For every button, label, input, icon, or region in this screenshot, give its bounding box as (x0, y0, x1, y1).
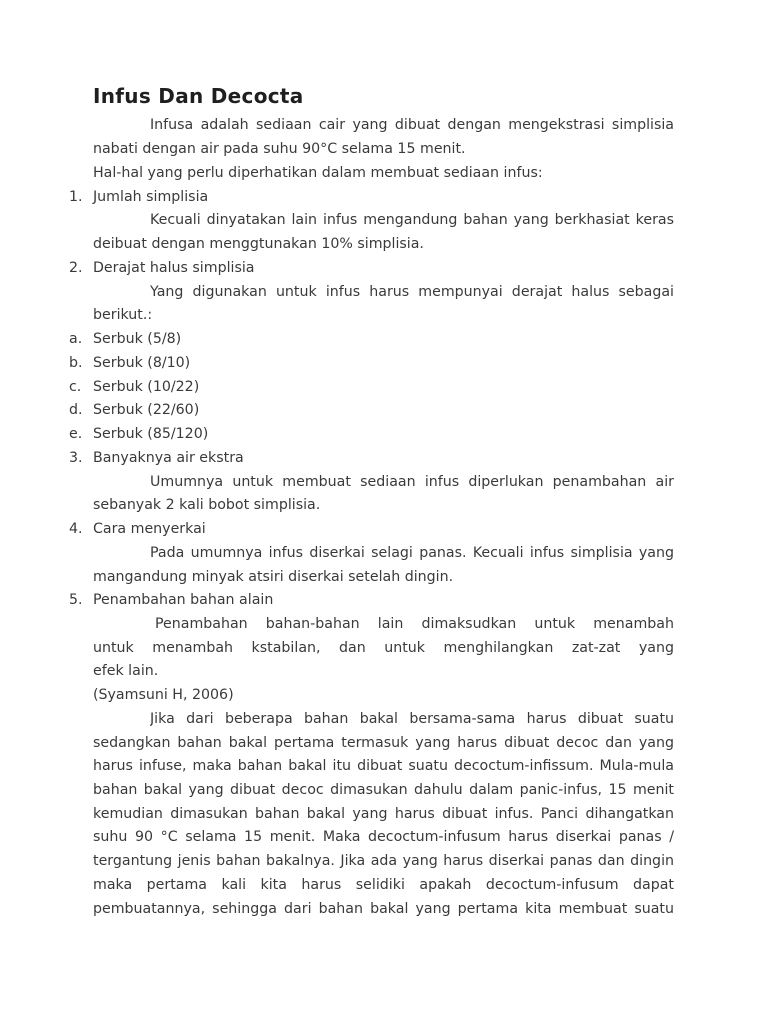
list-number: 4. (69, 521, 83, 537)
list-item: Cara menyerkai (93, 521, 206, 537)
list-item: Serbuk (85/120) (93, 426, 209, 442)
paragraph-line: Jika dari beberapa bahan bakal bersama-sama harus dibuat suatu (150, 711, 674, 727)
list-item: Serbuk (5/8) (93, 331, 182, 347)
paragraph-line: Umumnya untuk membuat sediaan infus diperlukan penambahan air (150, 474, 674, 490)
paragraph-line: Hal-hal yang perlu diperhatikan dalam membuat sediaan infus: (93, 165, 543, 181)
paragraph-line: Kecuali dinyatakan lain infus mengandung bahan yang berkhasiat keras (150, 212, 674, 228)
list-number: 1. (69, 189, 83, 205)
list-item: Banyaknya air ekstra (93, 450, 244, 466)
paragraph-line: Yang digunakan untuk infus harus mempunyai derajat halus sebagai (150, 284, 674, 300)
paragraph-line: kemudian dimasukan bahan bakal yang harus dibuat infus. Panci dihangatkan (93, 806, 674, 822)
list-letter: b. (69, 355, 83, 371)
paragraph-line: pembuatannya, sehingga dari bahan bakal yang pertama kita membuat suatu (93, 901, 674, 917)
list-number: 3. (69, 450, 83, 466)
list-letter: a. (69, 331, 83, 347)
list-item: Serbuk (10/22) (93, 379, 200, 395)
paragraph-line: Penambahan bahan-bahan lain dimaksudkan untuk menambah (155, 616, 674, 632)
paragraph-line: suhu 90 °C selama 15 menit. Maka decoctum-infusum harus diserkai panas / (93, 829, 674, 845)
paragraph-line: nabati dengan air pada suhu 90°C selama 15 menit. (93, 141, 466, 157)
list-item: Jumlah simplisia (93, 189, 209, 205)
list-letter: d. (69, 402, 83, 418)
paragraph-line: Infusa adalah sediaan cair yang dibuat dengan mengekstrasi simplisia (150, 117, 674, 133)
paragraph-line: berikut.: (93, 307, 153, 323)
document-title: Infus Dan Decocta (93, 84, 304, 108)
paragraph-line: sedangkan bahan bakal pertama termasuk yang harus dibuat decoc dan yang (93, 735, 674, 751)
paragraph-line: efek lain. (93, 663, 159, 679)
list-item: Serbuk (8/10) (93, 355, 191, 371)
list-letter: e. (69, 426, 83, 442)
paragraph-line: bahan bakal yang dibuat decoc dimasukan dahulu dalam panic-infus, 15 menit (93, 782, 674, 798)
list-number: 2. (69, 260, 83, 276)
list-number: 5. (69, 592, 83, 608)
paragraph-line: deibuat dengan menggtunakan 10% simplisia. (93, 236, 424, 252)
list-item: Derajat halus simplisia (93, 260, 255, 276)
paragraph-line: maka pertama kali kita harus selidiki apakah decoctum-infusum dapat (93, 877, 674, 893)
paragraph-line: mangandung minyak atsiri diserkai setelah dingin. (93, 569, 454, 585)
paragraph-line: untuk menambah kstabilan, dan untuk menghilangkan zat-zat yang (93, 640, 674, 656)
paragraph-line: sebanyak 2 kali bobot simplisia. (93, 497, 321, 513)
paragraph-line: Pada umumnya infus diserkai selagi panas. Kecuali infus simplisia yang (150, 545, 674, 561)
list-item: Serbuk (22/60) (93, 402, 200, 418)
citation: (Syamsuni H, 2006) (93, 687, 234, 703)
list-item: Penambahan bahan alain (93, 592, 274, 608)
paragraph-line: tergantung jenis bahan bakalnya. Jika ada yang harus diserkai panas dan dingin (93, 853, 674, 869)
paragraph-line: harus infuse, maka bahan bakal itu dibuat suatu decoctum-infissum. Mula-mula (93, 758, 674, 774)
list-letter: c. (69, 379, 82, 395)
